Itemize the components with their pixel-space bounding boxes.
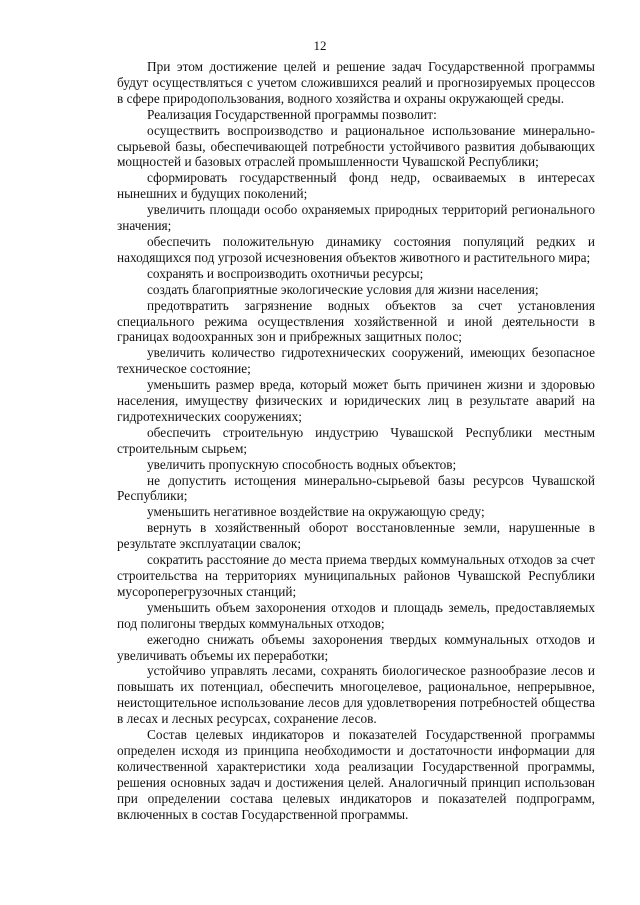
list-item: увеличить площади особо охраняемых природных территорий регионального значения; (117, 202, 595, 234)
page-number: 12 (313, 38, 327, 53)
list-item: создать благоприятные экологические условия для жизни населения; (147, 281, 539, 297)
list-item: устойчиво управлять лесами, сохранять биологическое разнообразие лесов и повышать их потенциал, обеспечить многоцелевое, рациональное, непрерывное, неистощительное использование лесов для удовлетворения потребностей общества в лесах и лесных ресурсах, сохранение лесов. (117, 663, 595, 727)
list-item: уменьшить размер вреда, который может быть причинен жизни и здоровью населения, имуществу физических и юридических лиц в результате аварий на гидротехнических сооружениях; (117, 377, 595, 424)
list-item: увеличить пропускную способность водных объектов; (147, 456, 457, 472)
list-item: уменьшить объем захоронения отходов и площадь земель, предоставляемых под полигоны твердых коммунальных отходов; (117, 599, 595, 631)
paragraph: При этом достижение целей и решение задач Государственной программы будут осуществляться с учетом сложившихся реалий и прогнозируемых процессов в сфере природопользования, водного хозяйства и охраны окружающей среды. (117, 59, 595, 106)
list-item: не допустить истощения минерально-сырьевой базы ресурсов Чувашской Республики; (117, 472, 595, 504)
list-item: сохранять и воспроизводить охотничьи ресурсы; (147, 265, 424, 281)
list-item: сформировать государственный фонд недр, осваиваемых в интересах нынешних и будущих поколений; (117, 170, 595, 202)
list-item: увеличить количество гидротехнических сооружений, имеющих безопасное техническое состояние; (117, 345, 595, 377)
list-item: ежегодно снижать объемы захоронения твердых коммунальных отходов и увеличивать объемы их переработки; (117, 631, 595, 663)
document-body (117, 59, 595, 823)
list-item: осуществить воспроизводство и рациональное использование минерально-сырьевой базы, обеспечивающей потребности устойчивого развития добывающих мощностей и базовых отраслей промышленности Чувашской Республики; (117, 122, 595, 170)
paragraph: Состав целевых индикаторов и показателей Государственной программы определен исходя из принципа необходимости и достаточности информации для количественной характеристики хода реализации Государственной программы, решения основных задач и достижения целей. Аналогичный принцип использован при определении состава целевых индикаторов и показателей подпрограмм, включенных в состав Государственной программы. (117, 727, 595, 822)
list-item: обеспечить положительную динамику состояния популяций редких и находящихся под угрозой исчезновения объектов животного и растительного мира; (117, 233, 595, 265)
list-item: сократить расстояние до места приема твердых коммунальных отходов за счет строительства на территориях муниципальных районов Чувашской Республики мусороперегрузочных станций; (117, 552, 595, 599)
list-item: обеспечить строительную индустрию Чувашской Республики местным строительным сырьем; (117, 424, 595, 456)
paragraph: Реализация Государственной программы позволит: (147, 106, 437, 122)
list-item: уменьшить негативное воздействие на окружающую среду; (147, 504, 485, 520)
list-item: предотвратить загрязнение водных объектов за счет установления специального режима осуществления хозяйственной и иной деятельности в границах водоохранных зон и прибрежных защитных полос; (117, 297, 595, 345)
list-item: вернуть в хозяйственный оборот восстановленные земли, нарушенные в результате эксплуатации свалок; (117, 520, 595, 552)
